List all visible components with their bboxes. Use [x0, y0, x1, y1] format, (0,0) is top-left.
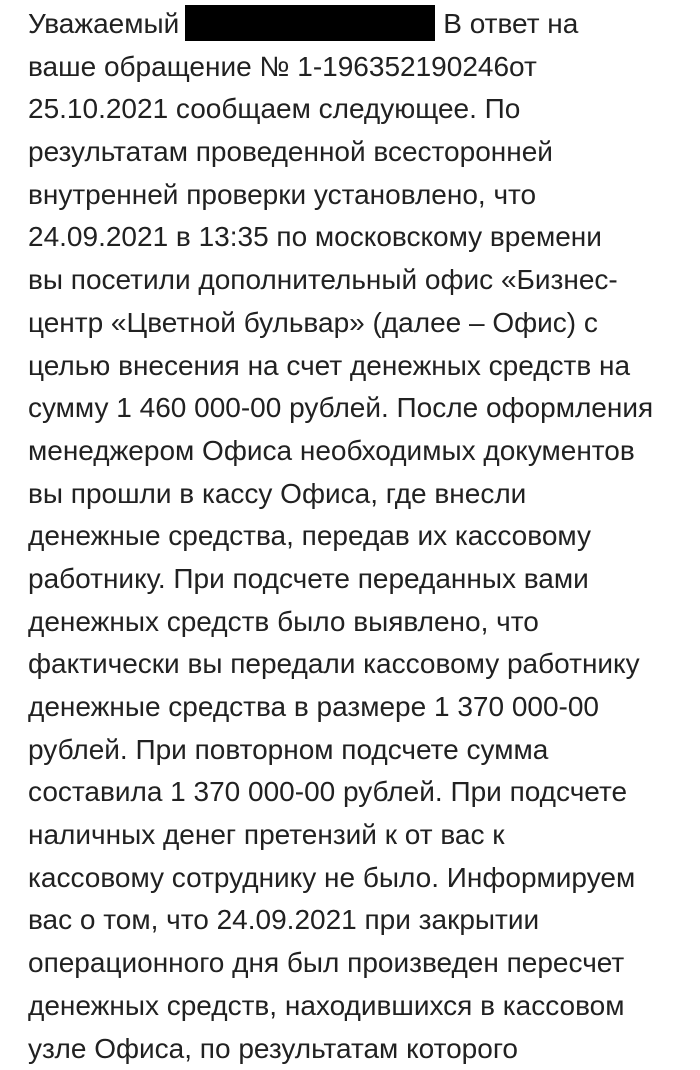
- text-line: составила 1 370 000-00 рублей. При подсчете: [28, 771, 690, 814]
- text-line: наличных денег претензий к от вас к: [28, 814, 690, 857]
- salutation-text: Уважаемый: [28, 8, 179, 39]
- redaction-bar: [185, 5, 435, 41]
- text-line: 24.09.2021 в 13:35 по московскому времени: [28, 216, 690, 259]
- text-line: внутренней проверки установлено, что: [28, 174, 690, 217]
- text-line-first: [28, 3, 690, 46]
- text-line: узле Офиса, по результатам которого: [28, 1028, 690, 1070]
- text-line: вас о том, что 24.09.2021 при закрытии: [28, 899, 690, 942]
- text-line: денежные средства в размере 1 370 000-00: [28, 686, 690, 729]
- text-line: 25.10.2021 сообщаем следующее. По: [28, 88, 690, 131]
- text-line: операционного дня был произведен пересчет: [28, 942, 690, 985]
- text-line: рублей. При повторном подсчете сумма: [28, 729, 690, 772]
- text-line: денежных средств было выявлено, что: [28, 601, 690, 644]
- text-line: денежные средства, передав их кассовому: [28, 515, 690, 558]
- text-line: денежных средств, находившихся в кассовом: [28, 985, 690, 1028]
- text-line: ваше обращение № 1-196352190246от: [28, 46, 690, 89]
- text-line: кассовому сотруднику не было. Информируем: [28, 857, 690, 900]
- text-line: сумму 1 460 000-00 рублей. После оформления: [28, 387, 690, 430]
- text-line: вы прошли в кассу Офиса, где внесли: [28, 473, 690, 516]
- text-line: целью внесения на счет денежных средств на: [28, 345, 690, 388]
- text-line: фактически вы передали кассовому работнику: [28, 643, 690, 686]
- first-line-suffix: В ответ на: [443, 8, 578, 39]
- text-line: вы посетили дополнительный офис «Бизнес-: [28, 259, 690, 302]
- text-line: результатам проведенной всесторонней: [28, 131, 690, 174]
- text-line: работнику. При подсчете переданных вами: [28, 558, 690, 601]
- text-line: центр «Цветной бульвар» (далее – Офис) с: [28, 302, 690, 345]
- text-line: менеджером Офиса необходимых документов: [28, 430, 690, 473]
